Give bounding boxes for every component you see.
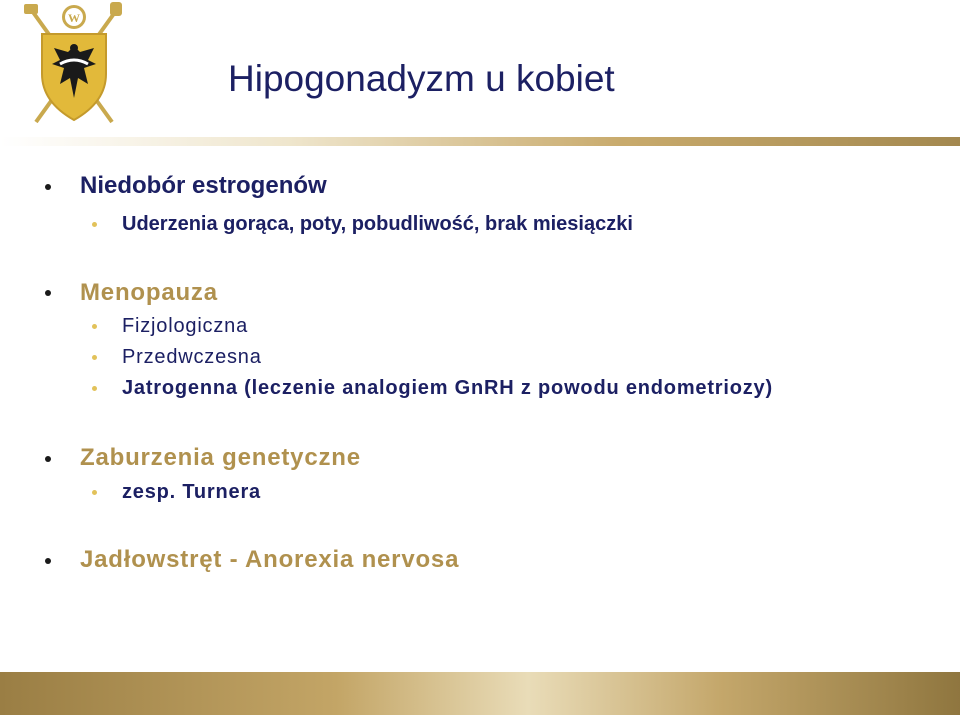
university-crest-eagle-icon bbox=[24, 2, 124, 132]
list-item: Uderzenia gorąca, poty, pobudliwość, brak miesiączki bbox=[122, 213, 633, 235]
section-heading: Jadłowstręt - Anorexia nervosa bbox=[80, 546, 460, 573]
section-heading: Zaburzenia genetyczne bbox=[80, 444, 361, 471]
svg-text:W: W bbox=[68, 11, 80, 25]
list-item: zesp. Turnera bbox=[122, 481, 261, 503]
sub-bullet-icon bbox=[92, 355, 97, 360]
university-crest-logo bbox=[24, 2, 124, 132]
list-item: Przedwczesna bbox=[122, 346, 262, 368]
bullet-icon bbox=[45, 558, 51, 564]
section-heading: Menopauza bbox=[80, 279, 218, 306]
bullet-icon bbox=[45, 184, 51, 190]
list-item: Fizjologiczna bbox=[122, 315, 249, 337]
bullet-icon bbox=[45, 456, 51, 462]
slide-title: Hipogonadyzm u kobiet bbox=[228, 58, 615, 99]
list-item: Jatrogenna (leczenie analogiem GnRH z powodu endometriozy) bbox=[122, 377, 773, 399]
top-decorative-band bbox=[0, 137, 960, 146]
sub-bullet-icon bbox=[92, 386, 97, 391]
bottom-decorative-band bbox=[0, 672, 960, 715]
sub-bullet-icon bbox=[92, 490, 97, 495]
sub-bullet-icon bbox=[92, 324, 97, 329]
section-heading: Niedobór estrogenów bbox=[80, 172, 327, 199]
bullet-icon bbox=[45, 290, 51, 296]
sub-bullet-icon bbox=[92, 222, 97, 227]
